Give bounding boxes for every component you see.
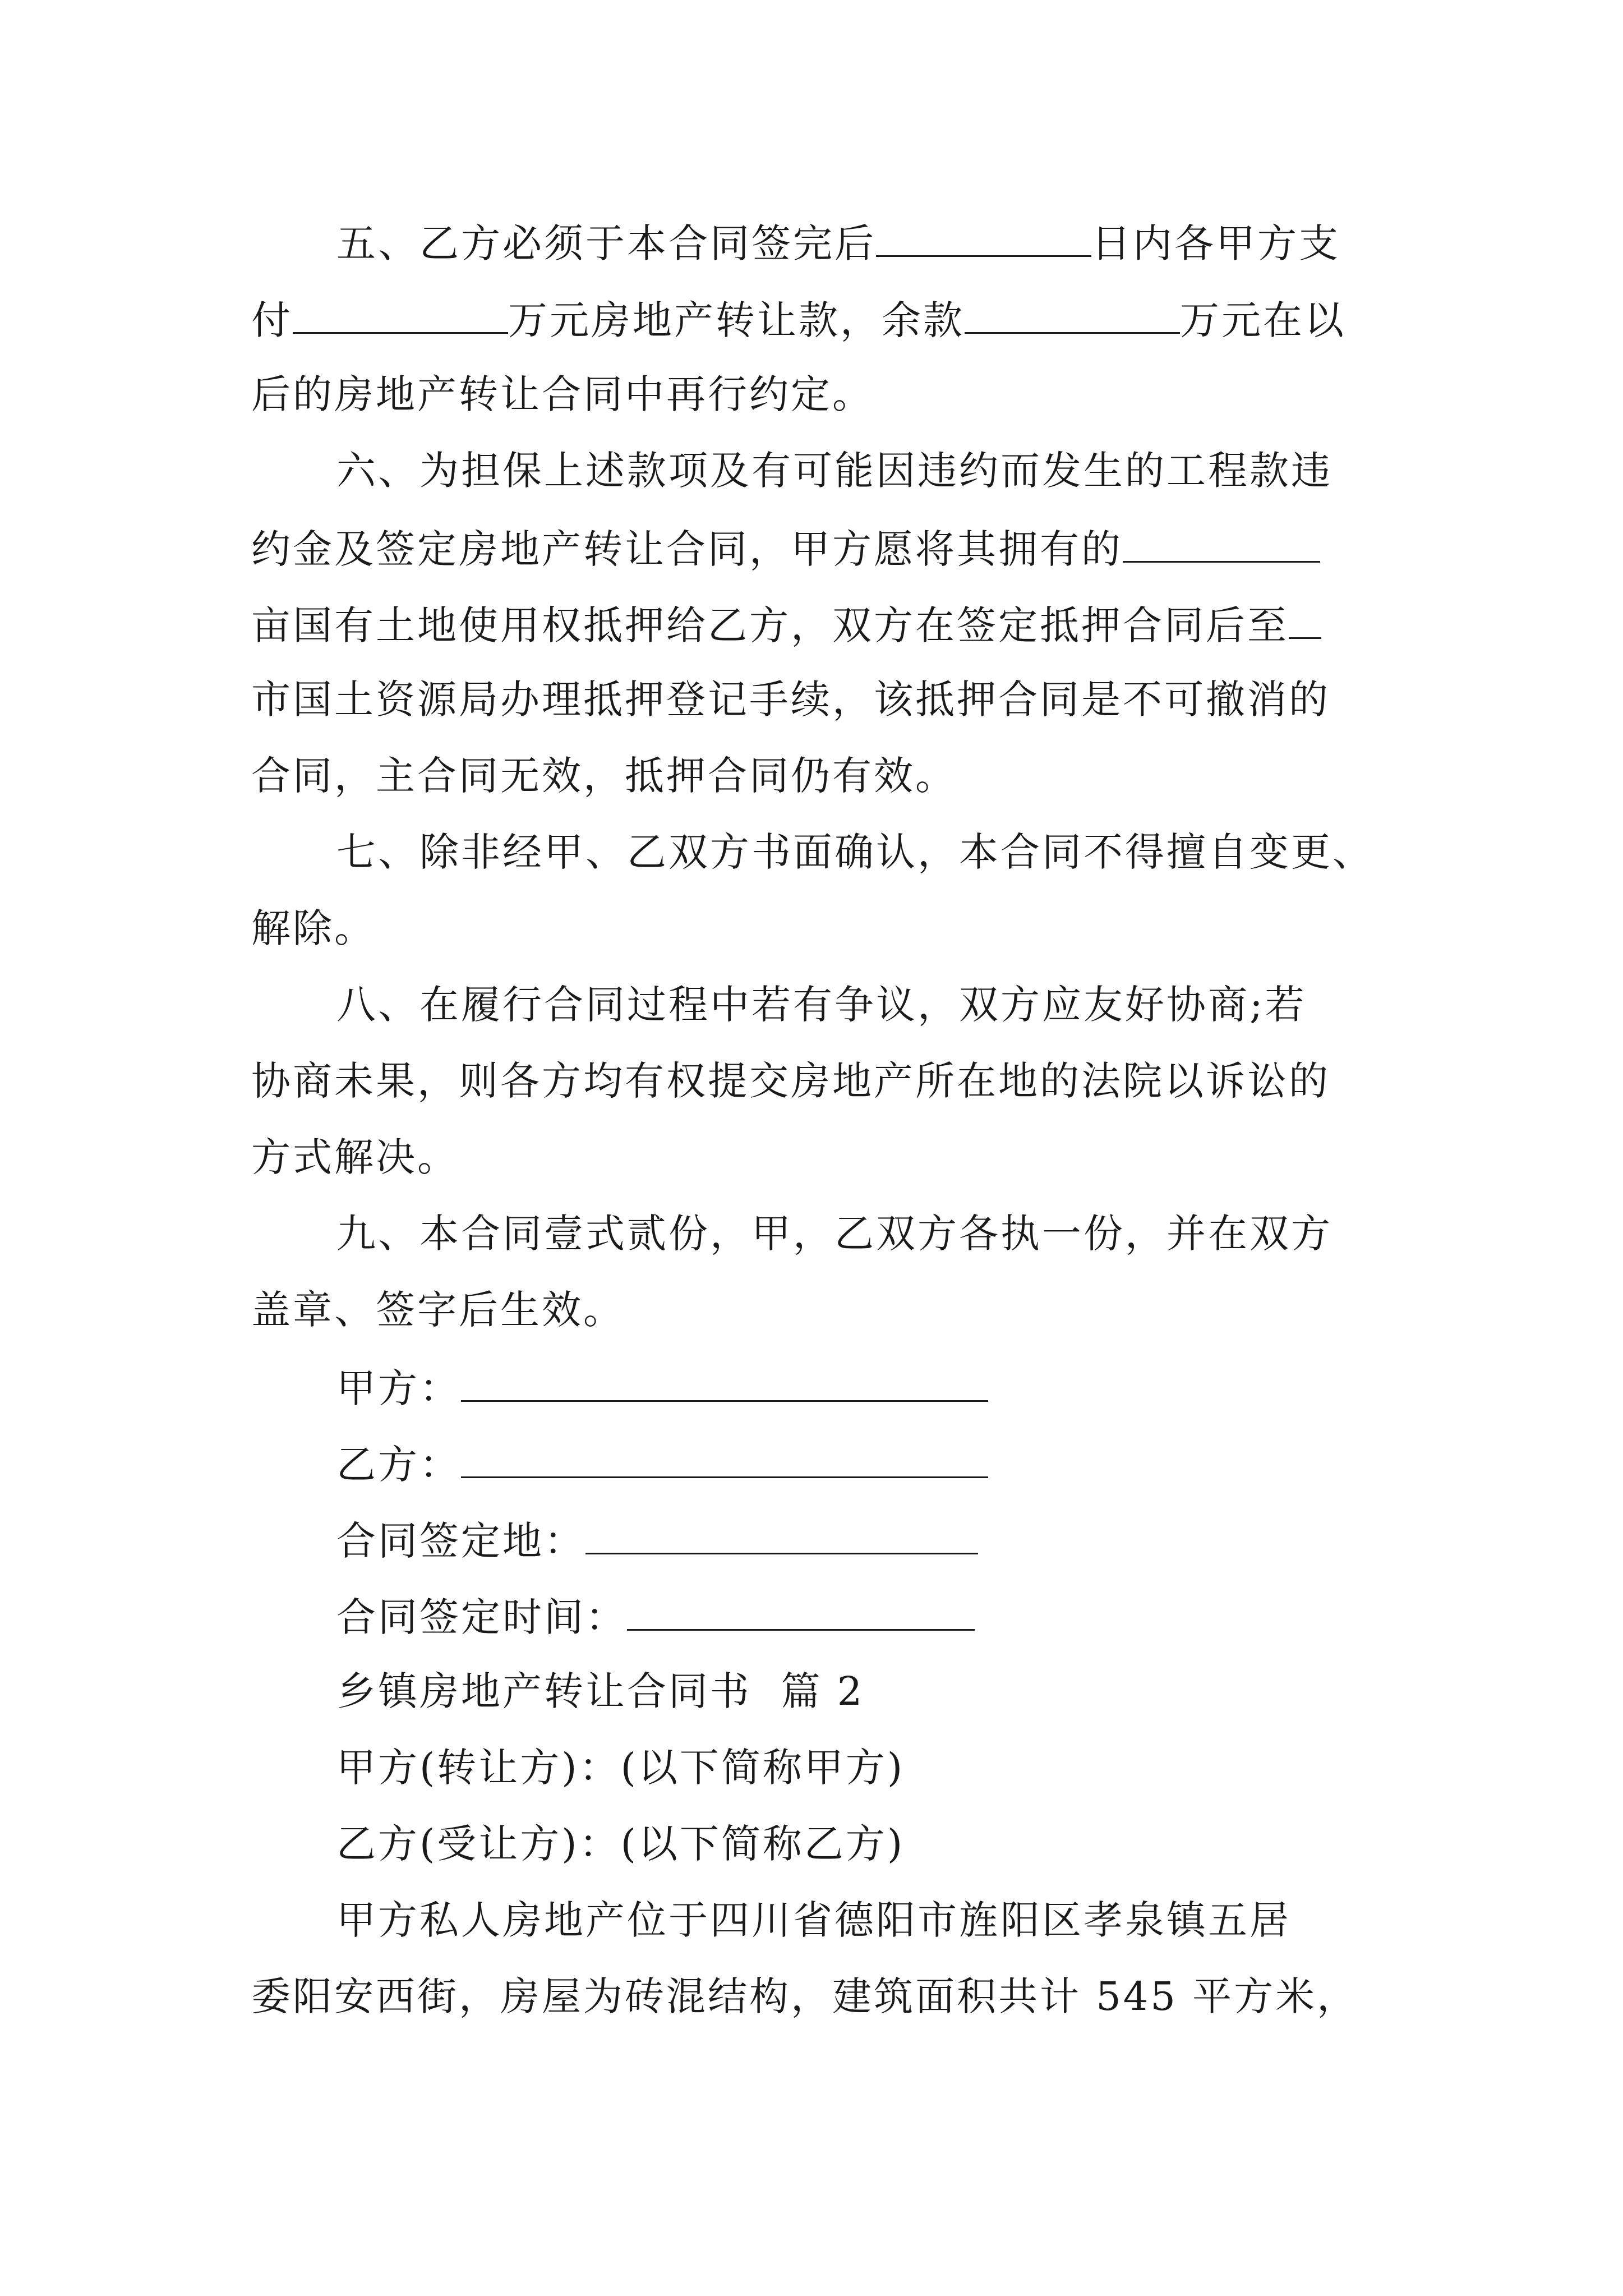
place-label: 合同签定地： [336, 1518, 585, 1564]
party-a-label: 甲方： [336, 1365, 461, 1411]
party-a-field [461, 1366, 988, 1402]
signature-party-a [336, 1365, 988, 1411]
time-field [627, 1595, 975, 1631]
clause6-line5: 合同，主合同无效，抵押合同仍有效。 [251, 753, 957, 799]
section2-body-line1: 甲方私人房地产位于四川省德阳市旌阳区孝泉镇五居 [336, 1897, 1291, 1943]
signature-time [336, 1594, 975, 1640]
section2-heading: 乡镇房地产转让合同书 篇 2 [336, 1668, 865, 1714]
clause6-line3 [251, 602, 1321, 648]
clause6-line1: 六、为担保上述款项及有可能因违约而发生的工程款违 [336, 448, 1332, 494]
clause9-line2: 盖章、签字后生效。 [251, 1287, 625, 1333]
clause8-line1: 八、在履行合同过程中若有争议，双方应友好协商;若 [336, 982, 1307, 1028]
clause8-line3: 方式解决。 [251, 1134, 459, 1180]
clause9-line1: 九、本合同壹式贰份，甲，乙双方各执一份，并在双方 [336, 1211, 1332, 1257]
clause5-text-b: 日内各甲方支 [1091, 220, 1340, 266]
clause6-text-a: 约金及签定房地产转让合同，甲方愿将其拥有的 [251, 526, 1123, 572]
place-field [585, 1519, 978, 1554]
blank-balance [965, 298, 1180, 334]
clause5-text-a: 五、乙方必须于本合同签完后 [336, 220, 876, 266]
section2-body-line2: 委阳安西街，房屋为砖混结构，建筑面积共计 545 平方米， [251, 1973, 1359, 2019]
blank-amount [293, 298, 508, 334]
clause5-text-e: 万元在以 [1180, 297, 1346, 343]
party-b-field [461, 1443, 988, 1478]
blank-land-area [1123, 527, 1320, 563]
blank-days [876, 222, 1091, 257]
blank-city [1289, 604, 1321, 639]
clause6-line4: 市国土资源局办理抵押登记手续，该抵押合同是不可撤消的 [251, 677, 1330, 723]
time-label: 合同签定时间： [336, 1594, 627, 1640]
clause7-line1: 七、除非经甲、乙双方书面确认，本合同不得擅自变更、 [336, 829, 1374, 875]
clause5-line1 [336, 220, 1340, 266]
clause6-line2 [251, 526, 1320, 572]
signature-party-b [336, 1442, 988, 1488]
clause5-line3: 后的房地产转让合同中再行约定。 [251, 371, 874, 417]
section2-party-a: 甲方(转让方)：(以下简称甲方) [336, 1745, 905, 1791]
clause8-line2: 协商未果，则各方均有权提交房地产所在地的法院以诉讼的 [251, 1058, 1330, 1104]
clause6-text-b: 亩国有土地使用权抵押给乙方，双方在签定抵押合同后至 [251, 602, 1289, 648]
signature-place [336, 1518, 978, 1564]
section2-party-b: 乙方(受让方)：(以下简称乙方) [336, 1821, 905, 1867]
clause5-line2 [251, 297, 1346, 343]
clause5-text-c: 付 [251, 297, 293, 343]
party-b-label: 乙方： [336, 1442, 461, 1488]
clause7-line2: 解除。 [251, 905, 376, 951]
clause5-text-d: 万元房地产转让款，余款 [508, 297, 965, 343]
